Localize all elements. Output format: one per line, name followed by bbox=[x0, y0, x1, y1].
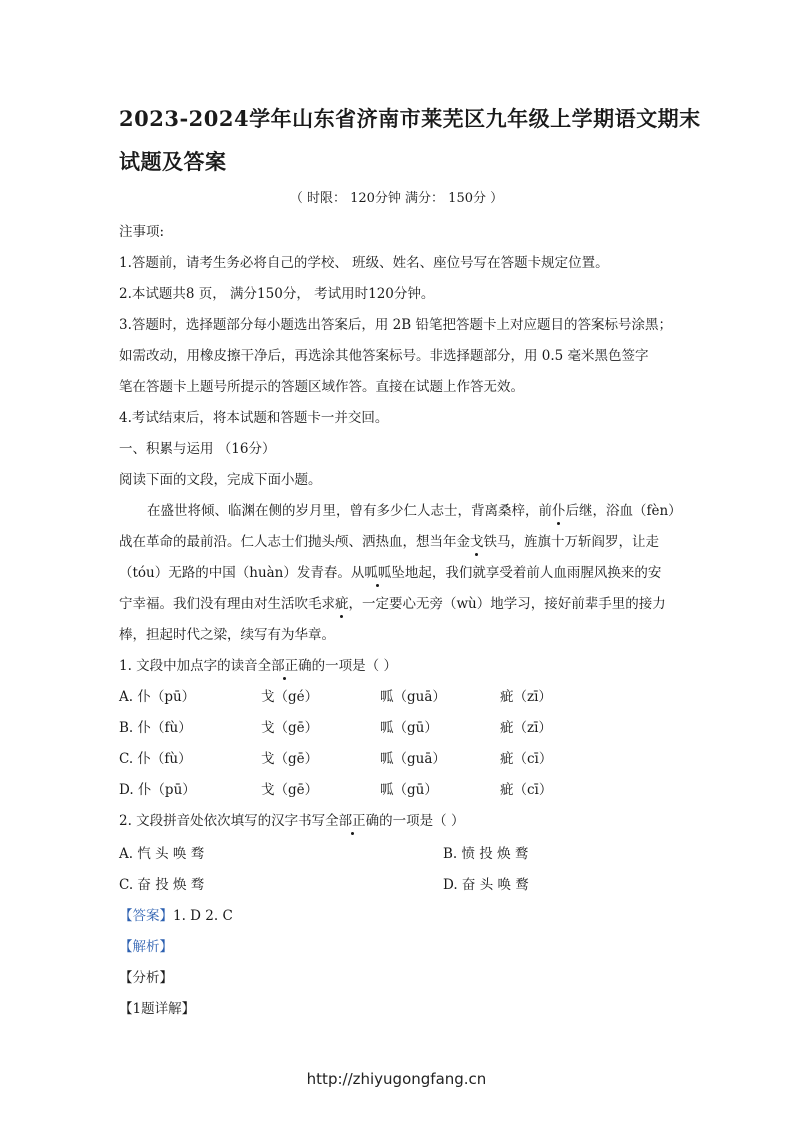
q2-option-c: C. 奋 投 焕 骛 bbox=[119, 877, 205, 893]
q2-option-a: A. 忾 头 唤 骛 bbox=[119, 846, 205, 862]
q2-option-b: B. 愤 投 焕 鹜 bbox=[443, 846, 529, 862]
dotted-char: 呱呱 bbox=[364, 561, 391, 581]
notice-item: 2.本试题共8 页， 满分150分， 考试用时120分钟。 bbox=[119, 286, 435, 302]
passage-line: 棒，担起时代之梁，续写有为华章。 bbox=[119, 627, 335, 643]
document-title-line1: 2023-2024学年山东省济南市莱芜区九年级上学期语文期末 bbox=[119, 106, 701, 131]
analysis-heading: 【分析】 bbox=[119, 970, 173, 986]
notice-item: 4.考试结束后，将本试题和答题卡一并交回。 bbox=[119, 410, 389, 426]
q2-option-d: D. 奋 头 唤 鹜 bbox=[443, 877, 529, 893]
dotted-char: 戈 bbox=[470, 530, 484, 550]
section-heading: 一、积累与运用 （16分） bbox=[119, 441, 276, 457]
notice-item: 1.答题前，请考生务必将自己的学校、 班级、姓名、座位号写在答题卡规定位置。 bbox=[119, 255, 609, 271]
dotted-char: 疵 bbox=[335, 592, 349, 612]
reading-prompt: 阅读下面的文段，完成下面小题。 bbox=[119, 472, 322, 488]
passage-line: 在盛世将倾、临渊在侧的岁月里，曾有多少仁人志士，背离桑梓，前仆后继，浴血（fèn） bbox=[147, 499, 682, 519]
analysis-tag: 【解析】 bbox=[119, 939, 173, 955]
passage-line: 战在革命的最前沿。仁人志士们抛头颅、洒热血，想当年金戈铁马，旌旗十万斩阎罗，让走 bbox=[119, 530, 659, 550]
emphasis-text: 全部正确 bbox=[325, 809, 379, 829]
question-2: 2. 文段拼音处依次填写的汉字书写全部正确的一项是（ ） bbox=[119, 809, 464, 829]
notice-item: 3.答题时，选择题部分每小题选出答案后，用 2B 铅笔把答题卡上对应题目的答案标号涂黑； bbox=[119, 317, 672, 333]
passage-line: 宁幸福。我们没有理由对生活吹毛求疵，一定要心无旁（wù）地学习，接好前辈手里的接力 bbox=[119, 592, 666, 612]
notice-heading: 注事项: bbox=[119, 224, 165, 240]
question-1: 1. 文段中加点字的读音全部正确的一项是（ ） bbox=[119, 654, 397, 674]
notice-item: 笔在答题卡上题号所提示的答题区域作答。直接在试题上作答无效。 bbox=[119, 379, 524, 395]
footer-url[interactable]: http://zhiyugongfang.cn bbox=[306, 1070, 487, 1088]
notice-item: 如需改动，用橡皮擦干净后，再选涂其他答案标号。非选择题部分，用 0.5 毫米黑色签字 bbox=[119, 348, 649, 364]
emphasis-text: 全部正确 bbox=[258, 654, 312, 674]
answer-line: 【答案】1. D 2. C bbox=[119, 908, 233, 924]
detail-heading: 【1题详解】 bbox=[119, 1001, 196, 1017]
exam-time-score: （ 时限： 120分钟 满分： 150分 ） bbox=[289, 191, 504, 206]
answer-tag: 【答案】 bbox=[119, 908, 173, 924]
dotted-char: 仆 bbox=[552, 499, 566, 519]
document-title-line2: 试题及答案 bbox=[119, 149, 227, 174]
passage-line: （tóu）无路的中国（huàn）发青春。从呱呱坠地起，我们就享受着前人血雨腥风换来的安 bbox=[119, 561, 661, 581]
